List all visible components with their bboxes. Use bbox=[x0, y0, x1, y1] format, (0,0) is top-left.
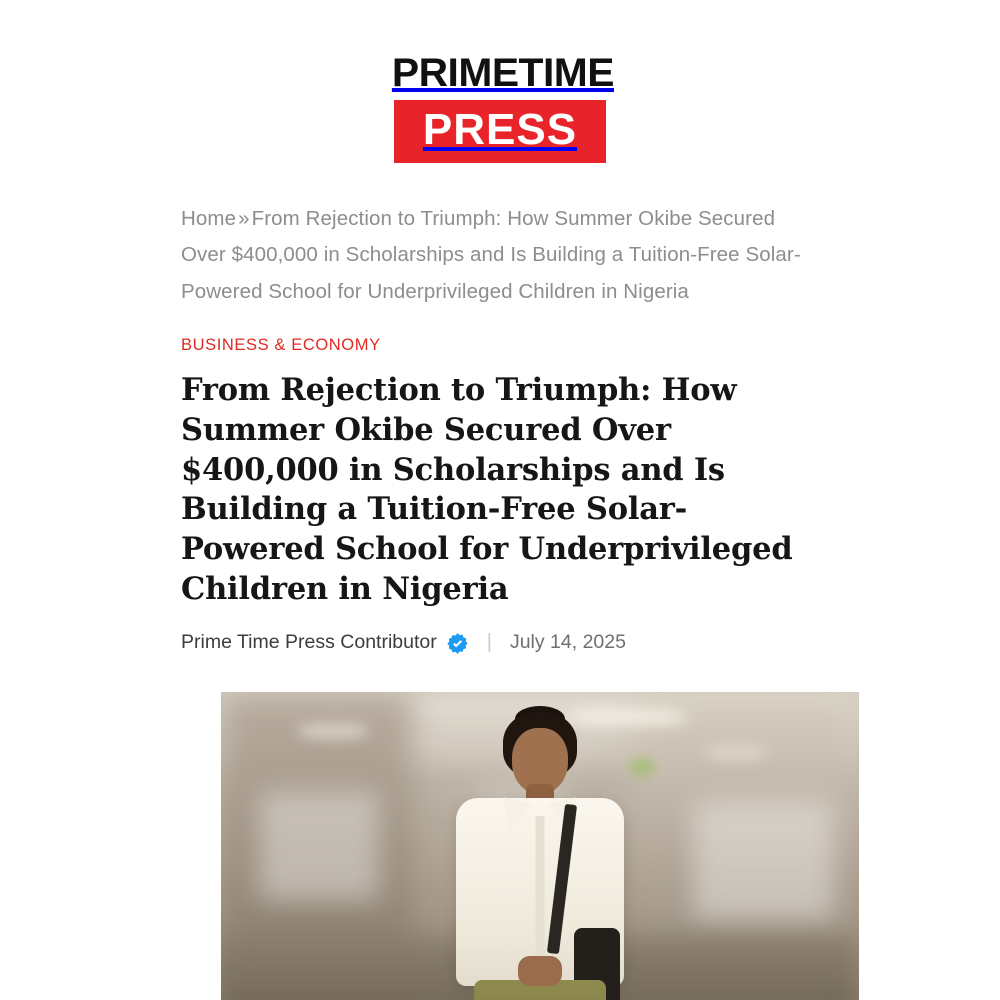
breadcrumb bbox=[181, 201, 819, 310]
breadcrumb-current: From Rejection to Triumph: How Summer Okibe Secured Over $400,000 in Scholarships and Is Building a Tuition-Free Solar-Powered School for Underprivileged Children in Nigeria bbox=[181, 207, 801, 303]
hero-window-panel bbox=[693, 801, 833, 921]
hero-ceiling-light bbox=[706, 748, 766, 758]
byline-author[interactable]: Prime Time Press Contributor bbox=[181, 631, 437, 654]
hero-ceiling-light bbox=[298, 725, 368, 737]
byline-divider: | bbox=[486, 631, 492, 654]
hero-image bbox=[221, 692, 859, 1000]
page-title: From Rejection to Triumph: How Summer Okibe Secured Over $400,000 in Scholarships and Is Building a Tuition-Free Solar-Powered School for Underprivileged Children in Nigeria bbox=[181, 372, 793, 607]
byline bbox=[181, 631, 819, 654]
hero-image-scene bbox=[221, 692, 859, 1000]
hero-subject-hands bbox=[518, 956, 562, 986]
byline-date: July 14, 2025 bbox=[509, 631, 626, 654]
breadcrumb-home-link[interactable]: Home bbox=[181, 207, 237, 230]
verified-badge-icon bbox=[446, 632, 469, 655]
logo-text-primetime: PRIMETIME bbox=[391, 51, 614, 95]
hero-window-panel bbox=[259, 791, 379, 901]
site-masthead bbox=[0, 0, 1000, 163]
site-logo[interactable] bbox=[391, 51, 614, 163]
article-category-link[interactable]: BUSINESS & ECONOMY bbox=[181, 336, 381, 355]
logo-text-press: PRESS bbox=[394, 100, 606, 163]
article-content bbox=[181, 163, 819, 1000]
hero-subject-shirt-placket bbox=[536, 816, 545, 976]
hero-subject-person bbox=[440, 712, 640, 1000]
breadcrumb-separator: » bbox=[238, 207, 250, 230]
